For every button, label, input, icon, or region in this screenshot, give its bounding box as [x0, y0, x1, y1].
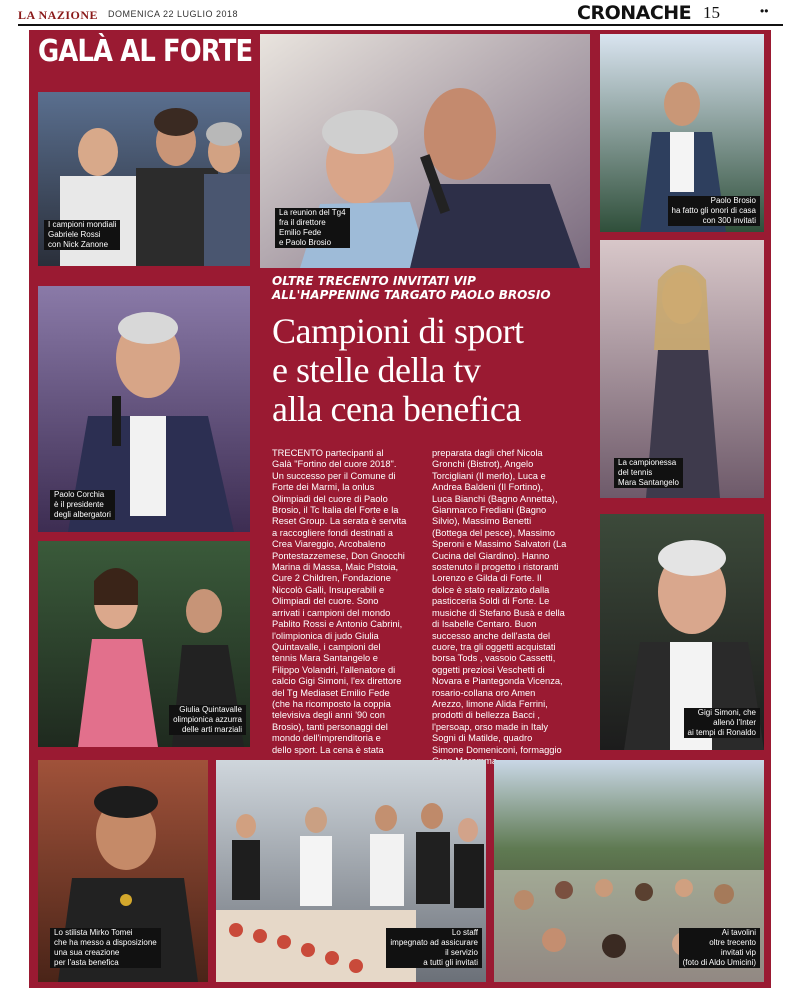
body-text-line: l'olimpionica di judo Giulia: [272, 630, 379, 641]
body-text-line: Quintavalle, i campioni del: [272, 641, 381, 652]
body-text-line: Niccolò Galli, Insuperabili e: [272, 584, 385, 595]
body-text-line: Andrea Baldeni (Il Fortino),: [432, 482, 544, 493]
body-text-line: borsa Tods , vassoio Cassetti,: [432, 653, 556, 664]
body-text-line: Torcigliani (Il merlo), Luca e: [432, 470, 546, 481]
body-text-line: Silvio), Massimo Benetti: [432, 516, 532, 527]
photo-mara-santangelo: [600, 240, 764, 498]
photo-staff: [216, 760, 486, 982]
masthead-logo: LA NAZIONE: [18, 8, 99, 22]
body-text-line: Simone Domeniconi, formaggio: [432, 744, 562, 755]
body-text-line: preparata dagli chef Nicola: [432, 448, 543, 458]
subtitle-line: ALL'HAPPENING TARGATO PAOLO BROSIO: [272, 288, 551, 302]
body-text-line: Luca Bianchi (Bagno Annetta),: [432, 493, 558, 504]
caption-line: Ai tavolini: [721, 928, 756, 937]
body-text-line: del Tg Mediaset Emilio Fede: [272, 687, 390, 698]
caption-tavolini: [679, 928, 760, 968]
page-number: 15: [703, 3, 720, 22]
body-text-line: successo anche dell'asta del: [432, 630, 551, 641]
body-text-line: mondo dell'imprenditoria e: [272, 733, 381, 744]
caption-staff: [386, 928, 482, 968]
photo-gigi-simoni: [600, 514, 764, 750]
caption-line: Paolo Corchia: [54, 490, 105, 499]
caption-line: olimpionica azzurra: [173, 715, 242, 724]
caption-line: e Paolo Brosio: [279, 238, 332, 247]
caption-line: del tennis: [618, 468, 653, 477]
caption-line: invitati vip: [720, 948, 756, 957]
body-text-line: l'persoap, orso made in Italy: [432, 721, 548, 732]
body-text-line: Marina di Massa, Maic Pistoia,: [272, 562, 399, 573]
body-text-line: oggetti preziosi Veschetti di: [432, 664, 545, 675]
body-text-line: Galà "Fortino del cuore 2018".: [272, 459, 397, 470]
body-text-line: Brosio), tanti personaggi del: [272, 721, 388, 732]
body-text-line: televisiva degli anni '90 con: [272, 710, 385, 721]
caption-gigi-simoni: [684, 708, 760, 738]
body-text-line: Olimpiadi del cuore di Paolo: [272, 493, 388, 504]
body-text-line: Olimpiadi del cuore. Sono: [272, 596, 379, 607]
body-text-line: Pablito Rossi e Antonio Cabrini,: [272, 619, 403, 630]
caption-line: ai tempi di Ronaldo: [687, 728, 756, 737]
caption-line: il servizio: [445, 948, 478, 957]
caption-line: Lo stilista Mirko Tomei: [54, 928, 133, 937]
headline: [272, 312, 592, 429]
caption-line: Giulia Quintavalle: [179, 705, 242, 714]
body-text-line: Crea Viareggio, Arcobaleno: [272, 539, 386, 550]
caption-campioni-mondiali: [44, 220, 120, 250]
caption-line: allenò l'Inter: [713, 718, 756, 727]
caption-line: impegnato ad assicurare: [390, 938, 478, 947]
body-text-line: Speroni e Massimo Salvatori (La: [432, 539, 567, 550]
body-text-line: rosario-collana oro Amen: [432, 687, 536, 698]
body-text-line: prodotti di bellezza Bacci ,: [432, 710, 541, 721]
subtitle-line: OLTRE TRECENTO INVITATI VIP: [272, 274, 476, 288]
caption-mara-santangelo: [614, 458, 683, 488]
body-text-line: arrivati i campioni del mondo: [272, 607, 391, 618]
caption-line: oltre trecento: [709, 938, 756, 947]
body-text-line: dello sport. La cena è stata: [272, 744, 384, 755]
caption-line: degli albergatori: [54, 510, 111, 519]
caption-line: che ha messo a disposizione: [54, 938, 157, 947]
body-text-line: di Isabelle Centaro. Buon: [432, 619, 537, 630]
body-text-line: pasticceria Soldi di Forte. Le: [432, 596, 550, 607]
article-body-column-1: [272, 448, 428, 756]
caption-line: La campionessa: [618, 458, 677, 467]
body-text-line: Lorenzo e Gilda di Forte. Il: [432, 573, 542, 584]
body-text-line: Novara e Piantegonda Vicenza,: [432, 676, 563, 687]
article-body-column-2: [432, 448, 590, 767]
photo-campioni-mondiali: [38, 92, 250, 266]
caption-line: fra il direttore: [279, 218, 326, 227]
caption-line: Emilio Fede: [279, 228, 322, 237]
body-text-line: (Bottega del pesce), Massimo: [432, 527, 555, 538]
issue-date: DOMENICA 22 LUGLIO 2018: [108, 9, 239, 19]
body-text-line: Gianmarco Frediani (Bagno: [432, 505, 547, 516]
body-text-line: Cucina del Giardino). Hanno: [432, 550, 550, 561]
caption-line: per l'asta benefica: [54, 958, 119, 967]
body-text-line: Sogni di Matilde, quadro: [432, 733, 533, 744]
caption-line: Gigi Simoni, che: [697, 708, 756, 717]
photo-tg4-reunion: [260, 34, 590, 268]
caption-line: è il presidente: [54, 500, 104, 509]
headline-line: alla cena benefica: [272, 389, 521, 429]
photo-tavolini: [494, 760, 764, 982]
caption-line: con 300 invitati: [702, 216, 756, 225]
caption-line: delle arti marziali: [181, 725, 242, 734]
kicker-title: GALÀ AL FORTE: [38, 34, 253, 69]
body-text-line: dolce è stato realizzato dalla: [432, 584, 550, 595]
caption-line: I campioni mondiali: [48, 220, 117, 229]
body-text-line: Cure 2 Children, Fondazione: [272, 573, 391, 584]
headline-line: e stelle della tv: [272, 350, 481, 390]
caption-paolo-brosio: [668, 196, 761, 226]
caption-paolo-corchia: [50, 490, 115, 520]
photo-paolo-corchia: [38, 286, 250, 532]
body-text-line: cuore, tra gli oggetti acquistati: [432, 641, 556, 652]
section-title: CRONACHE: [577, 2, 692, 24]
subtitle: [272, 274, 592, 302]
body-text-line: tennis Mara Santangelo e: [272, 653, 378, 664]
caption-line: una sua creazione: [54, 948, 120, 957]
photo-paolo-brosio: [600, 34, 764, 232]
caption-line: con Nick Zanone: [48, 240, 109, 249]
caption-line: La reunion del Tg4: [279, 208, 346, 217]
headline-line: Campioni di sport: [272, 311, 524, 351]
caption-mirko-tomei: [50, 928, 161, 968]
caption-line: ha fatto gli onori di casa: [671, 206, 756, 215]
caption-line: Mara Santangelo: [618, 478, 679, 487]
photo-mirko-tomei: [38, 760, 208, 982]
caption-line: Lo staff: [451, 928, 478, 937]
body-text-line: Filippo Volandri, l'allenatore di: [272, 664, 396, 675]
body-text-line: Forte dei Marmi, la onlus: [272, 482, 375, 493]
body-text-line: Arezzo, limone Alida Ferrini,: [432, 698, 548, 709]
body-text-line: calcio Gigi Simoni, l'ex direttore: [272, 676, 402, 687]
caption-giulia-quintavalle: [169, 705, 246, 735]
caption-line: Paolo Brosio: [710, 196, 756, 205]
photo-giulia-quintavalle: [38, 541, 250, 747]
caption-line: (foto di Aldo Umicini): [682, 958, 756, 967]
body-text-line: Reset Group. La serata è servita: [272, 516, 407, 527]
body-text-line: Brosio, il Tc Italia del Forte e la: [272, 505, 399, 516]
caption-tg4-reunion: [275, 208, 350, 248]
body-text-line: TRECENTO partecipanti al: [272, 448, 384, 458]
body-text-line: (che ha ricomposto la coppia: [272, 698, 391, 709]
body-text-line: sostenuto il progetto i ristoranti: [432, 562, 559, 573]
body-text-line: Pontestazzemese, Don Gnocchi: [272, 550, 405, 561]
body-text-line: Un successo per il Comune di: [272, 470, 396, 481]
body-text-line: musiche di Stefano Busà e della: [432, 607, 565, 618]
caption-line: a tutti gli invitati: [423, 958, 478, 967]
body-text-line: Gronchi (Bistrot), Angelo: [432, 459, 534, 470]
body-text-line: a raccogliere fondi destinati a: [272, 527, 393, 538]
page-marker: ••: [760, 4, 769, 18]
header-rule: [18, 24, 783, 26]
caption-line: Gabriele Rossi: [48, 230, 101, 239]
